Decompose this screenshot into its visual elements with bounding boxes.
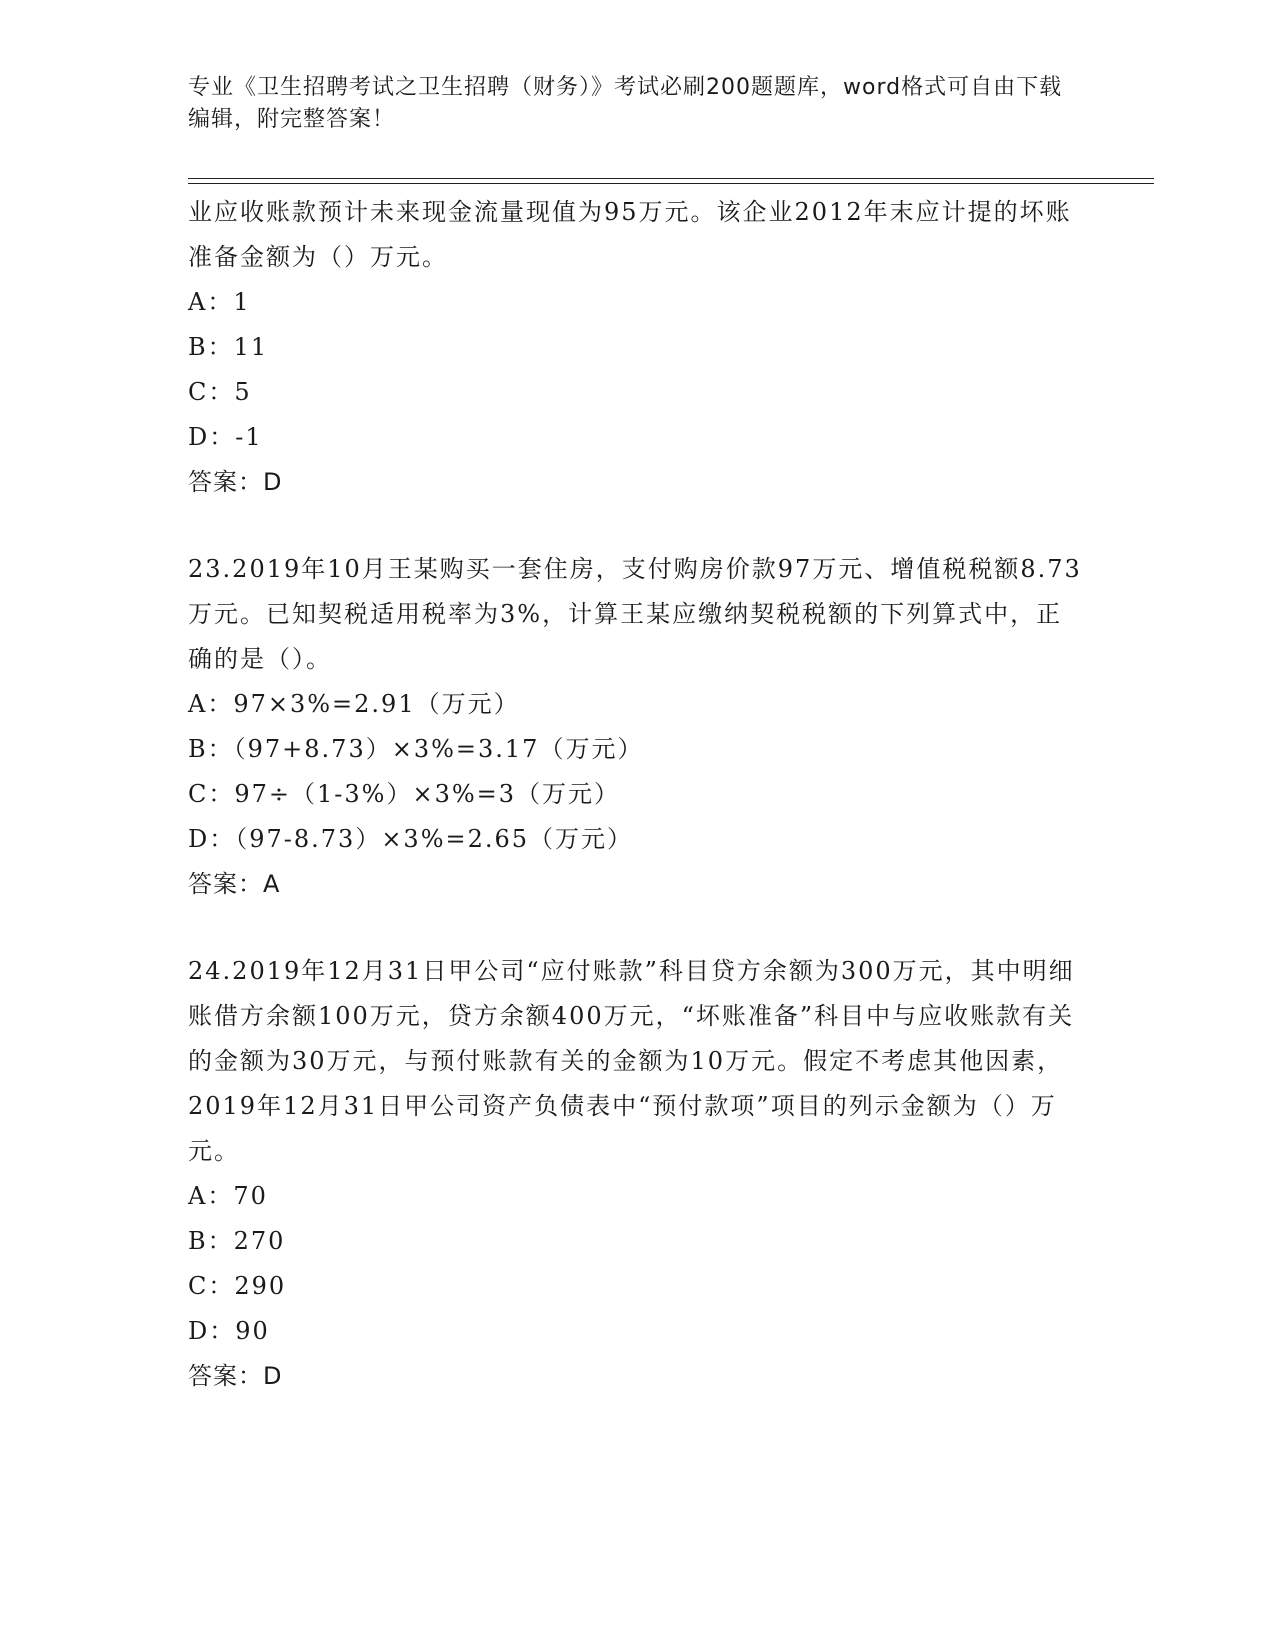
question-list xyxy=(188,190,1088,1399)
question-block xyxy=(188,547,1088,907)
option-a: A：70 xyxy=(188,1182,268,1210)
answer-line: 答案：A xyxy=(188,870,281,898)
option-b: B：（97+8.73）×3%=3.17（万元） xyxy=(188,735,644,763)
question-stem: 23.2019年10月王某购买一套住房，支付购房价款97万元、增值税税额8.73万元。已知契税适用税率为3%，计算王某应缴纳契税税额的下列算式中，正确的是（）。 xyxy=(188,555,1082,673)
option-d: D：（97-8.73）×3%=2.65（万元） xyxy=(188,825,634,853)
option-d: D：-1 xyxy=(188,423,263,451)
answer-line: 答案：D xyxy=(188,468,283,496)
option-d: D：90 xyxy=(188,1317,270,1345)
question-block xyxy=(188,190,1088,505)
option-b: B：270 xyxy=(188,1227,286,1255)
question-stem: 业应收账款预计未来现金流量现值为95万元。该企业2012年末应计提的坏账准备金额为（）万元。 xyxy=(188,198,1072,271)
option-c: C：290 xyxy=(188,1272,287,1300)
option-c: C：97÷（1-3%）×3%=3（万元） xyxy=(188,780,621,808)
question-block xyxy=(188,949,1088,1399)
header-divider-top xyxy=(188,178,1154,179)
option-c: C：5 xyxy=(188,378,252,406)
option-b: B：11 xyxy=(188,333,269,361)
answer-line: 答案：D xyxy=(188,1362,283,1390)
option-a: A：1 xyxy=(188,288,251,316)
question-stem: 24.2019年12月31日甲公司“应付账款”科目贷方余额为300万元，其中明细账借方余额100万元，贷方余额400万元，“坏账准备”科目中与应收账款有关的金额为30万元，与预付账款有关的金额为10万元。假定不考虑其他因素，2019年12月31日甲公司资产负债表中“预付款项”项目的列示金额为（）万元。 xyxy=(188,957,1075,1165)
header-divider-bottom xyxy=(188,183,1154,184)
option-a: A：97×3%=2.91（万元） xyxy=(188,690,520,718)
document-header: 专业《卫生招聘考试之卫生招聘（财务）》考试必刷200题题库，word格式可自由下载编辑，附完整答案！ xyxy=(188,75,1063,132)
